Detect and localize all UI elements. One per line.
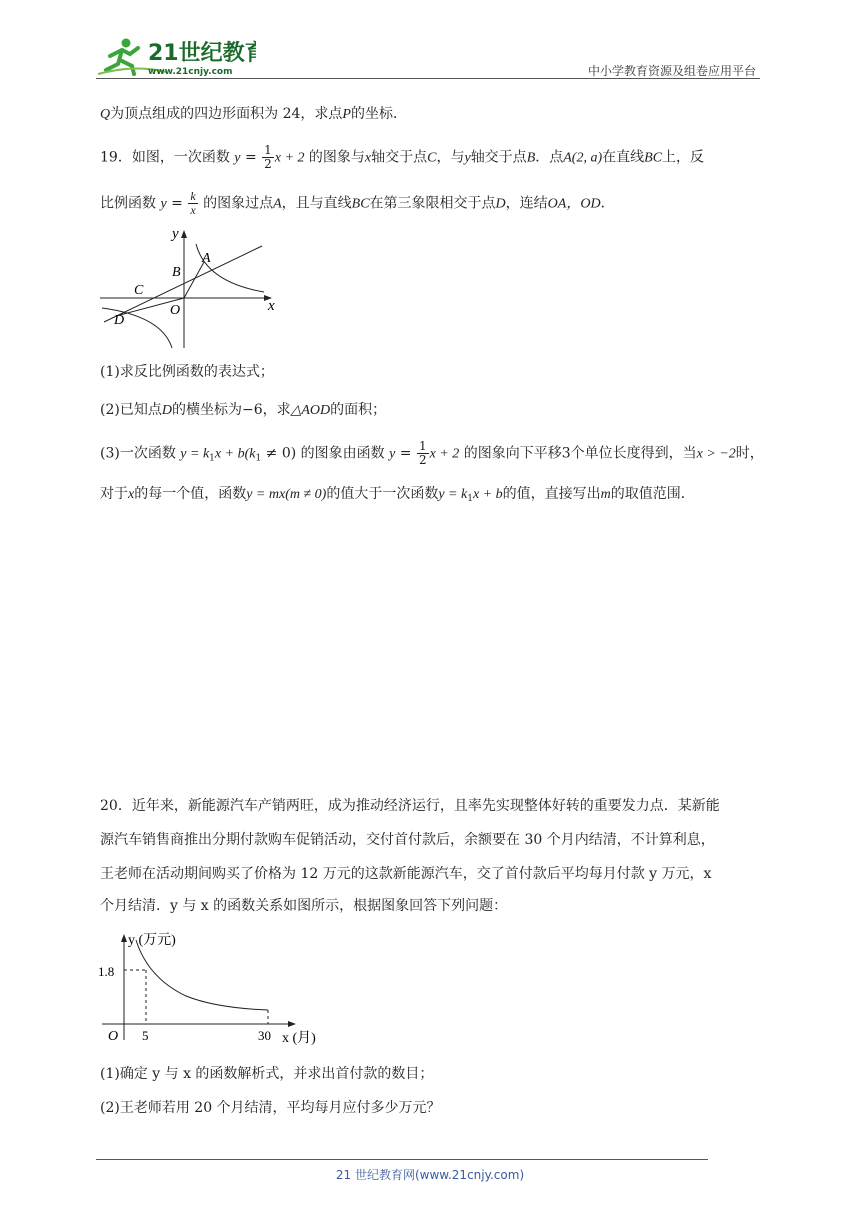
- q19-hyperbola-q3: [102, 308, 172, 348]
- q19-fraction-half: $\frac{1}{2}$: [264, 143, 272, 171]
- q19-label-c: C: [134, 283, 144, 298]
- q19-label-y: y: [172, 226, 179, 242]
- q19-label-d: D: [114, 313, 125, 328]
- header-divider: [96, 78, 760, 79]
- q20-graph: [96, 928, 336, 1050]
- q19-label-a: A: [202, 251, 211, 266]
- q19-intro-line-1: 19．如图，一次函数 y = $\frac{1}{2}$ x + 2 的图象与x轴交于点C，与y轴交于点B．点A(2, a)在直线BC上，反: [100, 143, 705, 171]
- q19-part-1: (1)求反比例函数的表达式；: [100, 364, 274, 380]
- q19-graph: [96, 224, 286, 352]
- q19-segment-oa: [184, 262, 204, 298]
- logo-text: 21世纪教育: [148, 41, 256, 66]
- q20-line-2: 源汽车销售商推出分期付款购车促销活动，交付首付款后，余额要在 30 个月内结清，不计算利息，: [100, 832, 715, 848]
- q18-tail-line: Q为顶点组成的四边形面积为 24，求点P的坐标．: [100, 106, 407, 122]
- header-platform-name: 中小学教育资源及组卷应用平台: [587, 64, 756, 78]
- footer-divider: [96, 1159, 708, 1160]
- q19-label-b: B: [172, 265, 181, 280]
- q20-label-origin: O: [108, 1029, 119, 1044]
- q19-part-3-line-2: 对于x的每一个值，函数y = mx(m ≠ 0)的值大于一次函数$y = k_1x + b$的值，直接写出m的取值范围．: [100, 486, 695, 504]
- q19-fraction-k-over-x: $\frac{k}{x}$: [190, 189, 196, 217]
- q19-intro-line-2: 比例函数 y = $\frac{k}{x}$ 的图象过点A，且与直线BC在第三象限相交于点D，连结OA，OD．: [100, 189, 615, 217]
- site-logo: [96, 34, 256, 78]
- q20-label-x-tick-30: 30: [258, 1028, 271, 1043]
- q20-line-1: 20．近年来，新能源汽车产销两旺，成为推动经济运行，且率先实现整体好转的重要发力点．某新能: [100, 798, 720, 814]
- q19-part-2: (2)已知点D的横坐标为−6，求△AOD的面积；: [100, 402, 387, 418]
- q20-label-y-axis: y (万元): [128, 933, 176, 948]
- q19-label-o: O: [170, 303, 181, 318]
- q20-line-3: 王老师在活动期间购买了价格为 12 万元的这款新能源汽车，交了首付款后平均每月付款 y 万元，x: [100, 866, 712, 882]
- q20-label-x-axis: x (月): [282, 1031, 316, 1046]
- q20-label-x-tick-5: 5: [142, 1028, 149, 1043]
- footer-site-link[interactable]: 21 世纪教育网(www.21cnjy.com): [335, 1168, 525, 1182]
- q20-part-2: (2)王老师若用 20 个月结清，平均每月应付多少万元？: [100, 1100, 441, 1116]
- q20-label-y-tick: 1.8: [98, 964, 115, 979]
- q20-part-1: (1)确定 y 与 x 的函数解析式，并求出首付款的数目；: [100, 1066, 434, 1082]
- q19-part-3-line-1: (3)一次函数 $y = k_1x + b(k_1 \ne 0)$ 的图象由函数 y = $\frac{1}{2}$ x + 2 的图象向下平移3个单位长度得到，当x > −2时，: [100, 439, 764, 467]
- q20-line-4: 个月结清．y 与 x 的函数关系如图所示，根据图象回答下列问题：: [100, 898, 508, 914]
- q19-line-bc: [104, 246, 262, 322]
- q20-curve: [136, 940, 268, 1010]
- q19-label-x: x: [268, 298, 275, 314]
- logo-url: www.21cnjy.com: [148, 67, 233, 77]
